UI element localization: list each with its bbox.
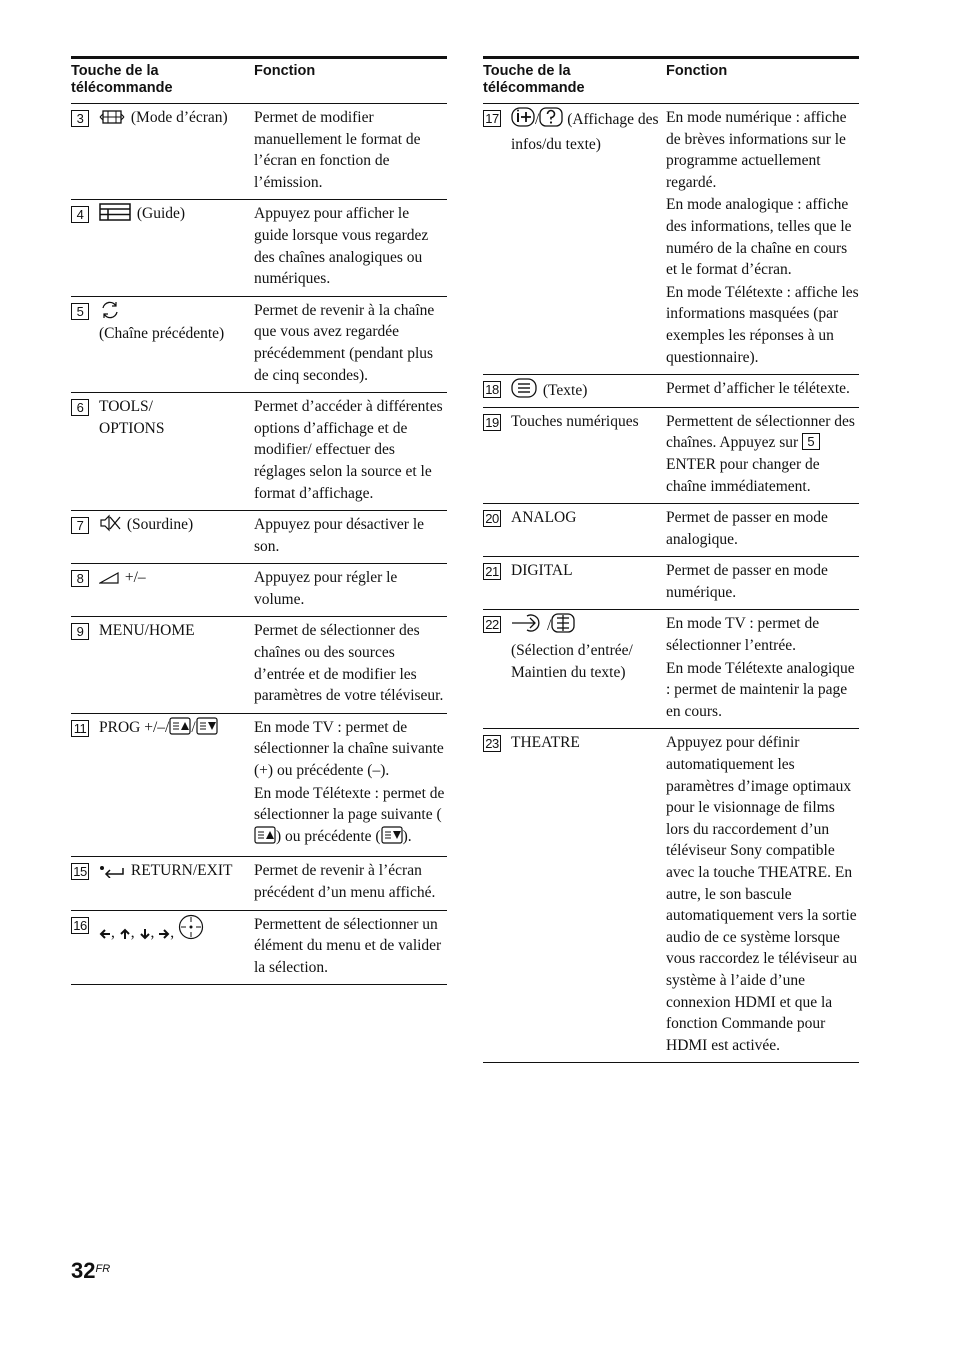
page-down-icon xyxy=(381,826,403,851)
key-label: (Guide) xyxy=(136,205,186,223)
function-text: Appuyez pour définir automatiquement les paramètres d’image optimaux pour le visionnage de films lors du raccordement d’un téléviseur Sony compatible avec la touche THEATRE. En autre, le son bascule automatiquement vers la sortie audio de ce système lorsque vous raccordez le téléviseur au système à l’aide d’une connexion HDMI et que la fonction Commande pour HDMI est activée. xyxy=(666,734,858,1054)
function-text: En mode TV : permet de sélectionner la chaîne suivante (+) ou précédente (–). xyxy=(254,718,444,780)
key-number: 5 xyxy=(71,303,89,320)
function-text: ) ou précédente ( xyxy=(276,827,381,845)
key-number: 9 xyxy=(71,623,89,640)
key-label: RETURN/EXIT xyxy=(130,862,233,880)
key-number: 21 xyxy=(483,563,501,580)
function-text: ). xyxy=(402,827,412,845)
key-label: PROG +/–/ xyxy=(99,718,170,736)
arrow-left-icon xyxy=(99,925,111,947)
key-number: 3 xyxy=(71,110,89,127)
remote-function-table-right xyxy=(483,56,859,1063)
function-text: Permet de sélectionner des chaînes ou des sources d’entrée et de modifier les paramètres de votre téléviseur. xyxy=(254,622,444,705)
key-label: (Affichage des infos/du texte) xyxy=(511,111,659,153)
key-label: (Sourdine) xyxy=(126,516,194,534)
key-number: 22 xyxy=(483,616,501,633)
table-row xyxy=(71,200,447,296)
key-number: 23 xyxy=(483,735,501,752)
key-number: 19 xyxy=(483,414,501,431)
function-text: Appuyez pour désactiver le son. xyxy=(254,516,425,555)
function-text: Permet d’afficher le télétexte. xyxy=(666,380,850,398)
table-row: 17 / (Affichage des infos/du texte) En mode numérique : affiche de brèves informations sur le programme actuellement regardé. En mode analogique : affiche des informations, telles que le numéro de la chaîne en cours et le format d’écran. En mode Télétexte : affiche les informations masquées (par exemples les réponses à un questionnaire). xyxy=(483,104,859,375)
table-row xyxy=(483,375,859,408)
table-row: 11 PROG +/–/ / En mode TV : permet de sélectionner la chaîne suivante (+) ou précédente (–). En mode Télétexte : permet de sélectionner la page suivante () ou précédente ( ). xyxy=(71,713,447,857)
key-label: (Mode d’écran) xyxy=(130,109,228,126)
key-number: 11 xyxy=(71,720,89,737)
remote-function-table-left xyxy=(71,56,447,985)
table-row: 22 / (Sélection d’entrée/ Maintien du texte) En mode TV : permet de sélectionner l’entrée. En mode Télétexte analogique : permet de maintenir la page en cours. xyxy=(483,610,859,729)
header-function: Fonction xyxy=(254,58,447,104)
table-row xyxy=(71,617,447,713)
enter-icon xyxy=(178,914,204,947)
function-text: Permet de passer en mode analogique. xyxy=(666,509,828,548)
key-label: (Sélection d’entrée/ Maintien du texte) xyxy=(511,642,633,681)
input-select-icon xyxy=(511,613,547,640)
text-hold-icon xyxy=(551,613,575,640)
key-number: 8 xyxy=(71,570,89,587)
function-text: Permet de modifier manuellement le format de l’écran en fonction de l’émission. xyxy=(254,109,421,191)
page-up-icon xyxy=(169,717,191,742)
right-table-column xyxy=(483,56,859,1063)
header-function: Fonction xyxy=(666,58,859,104)
mute-icon xyxy=(99,514,121,532)
key-number: 4 xyxy=(71,206,89,223)
function-text: Appuyez pour régler le volume. xyxy=(254,569,398,608)
key-number: 15 xyxy=(71,863,89,880)
return-icon xyxy=(99,864,125,878)
table-row xyxy=(71,857,447,910)
key-label: , xyxy=(170,923,175,941)
page-number xyxy=(71,1258,110,1284)
key-label: ANALOG xyxy=(511,509,577,527)
function-text: Permet d’accéder à différentes options d’affichage et de modifier/ effectuer des réglages selon la source et le format d’affichage. xyxy=(254,398,443,502)
key-number: 7 xyxy=(71,517,89,534)
key-number-inline: 5 xyxy=(802,433,820,450)
help-icon xyxy=(539,107,563,134)
function-text: Permet de passer en mode numérique. xyxy=(666,562,828,601)
function-text: Permettent de sélectionner des chaînes. Appuyez sur xyxy=(666,412,855,452)
key-label: (Texte) xyxy=(542,382,588,400)
function-text: En mode Télétexte : affiche les informations masquées (par exemples les réponses à un questionnaire). xyxy=(666,283,859,366)
table-row xyxy=(71,564,447,617)
key-label: MENU/HOME xyxy=(99,622,195,640)
page-number-value: 32 xyxy=(71,1258,96,1283)
key-label: TOOLS/ OPTIONS xyxy=(99,398,165,437)
table-row xyxy=(71,393,447,511)
function-text: Permet de revenir à l’écran précédent d’un menu affiché. xyxy=(254,862,436,901)
table-row xyxy=(71,511,447,564)
table-row xyxy=(71,296,447,392)
screen-mode-icon xyxy=(99,109,125,125)
function-text: Appuyez pour afficher le guide lorsque vous regardez des chaînes analogiques ou numériques. xyxy=(254,205,429,288)
header-key: Touche de la télécommande xyxy=(71,58,254,104)
key-label: THEATRE xyxy=(511,734,580,752)
function-text: Permettent de sélectionner un élément du menu et de valider la sélection. xyxy=(254,915,442,976)
info-icon xyxy=(511,107,535,134)
key-label: Touches numériques xyxy=(511,412,639,430)
table-row xyxy=(71,104,447,200)
table-row xyxy=(483,407,859,503)
table-row xyxy=(483,557,859,610)
function-text: En mode numérique : affiche de brèves informations sur le programme actuellement regardé. xyxy=(666,109,847,191)
page-down-icon xyxy=(196,717,218,742)
previous-channel-icon xyxy=(99,300,121,320)
left-table-column xyxy=(71,56,447,985)
key-label: DIGITAL xyxy=(511,562,573,580)
arrow-right-icon xyxy=(158,925,170,947)
function-text: En mode analogique : affiche des informations, telles que le numéro de la chaîne en cours et le format d’écran. xyxy=(666,196,852,279)
table-row xyxy=(483,729,859,1063)
volume-icon xyxy=(99,571,119,585)
key-number: 16 xyxy=(71,917,89,934)
function-text: ENTER pour changer de chaîne immédiatement. xyxy=(666,455,820,495)
key-number: 18 xyxy=(483,381,501,398)
key-number: 17 xyxy=(483,110,501,127)
guide-icon xyxy=(99,203,131,221)
arrow-up-icon xyxy=(119,925,131,947)
page-up-icon xyxy=(254,826,276,851)
function-text: En mode Télétexte analogique : permet de maintenir la page en cours. xyxy=(666,659,855,720)
key-number: 20 xyxy=(483,510,501,527)
arrow-down-icon xyxy=(139,925,151,947)
teletext-icon xyxy=(511,378,537,398)
table-row xyxy=(483,504,859,557)
key-label: +/– xyxy=(124,569,146,587)
key-number: 6 xyxy=(71,399,89,416)
function-text: En mode Télétexte : permet de sélectionner la page suivante ( xyxy=(254,784,445,824)
language-code: FR xyxy=(95,1263,111,1275)
function-text: Permet de revenir à la chaîne que vous avez regardée précédemment (pendant plus de cinq secondes). xyxy=(254,301,435,384)
table-row: 16 , , , , Permettent de sélectionner un élément du menu et de valider la sélection. xyxy=(71,910,447,985)
key-label: (Chaîne précédente) xyxy=(99,325,225,343)
function-text: En mode TV : permet de sélectionner l’entrée. xyxy=(666,615,820,655)
header-key: Touche de la télécommande xyxy=(483,58,666,104)
